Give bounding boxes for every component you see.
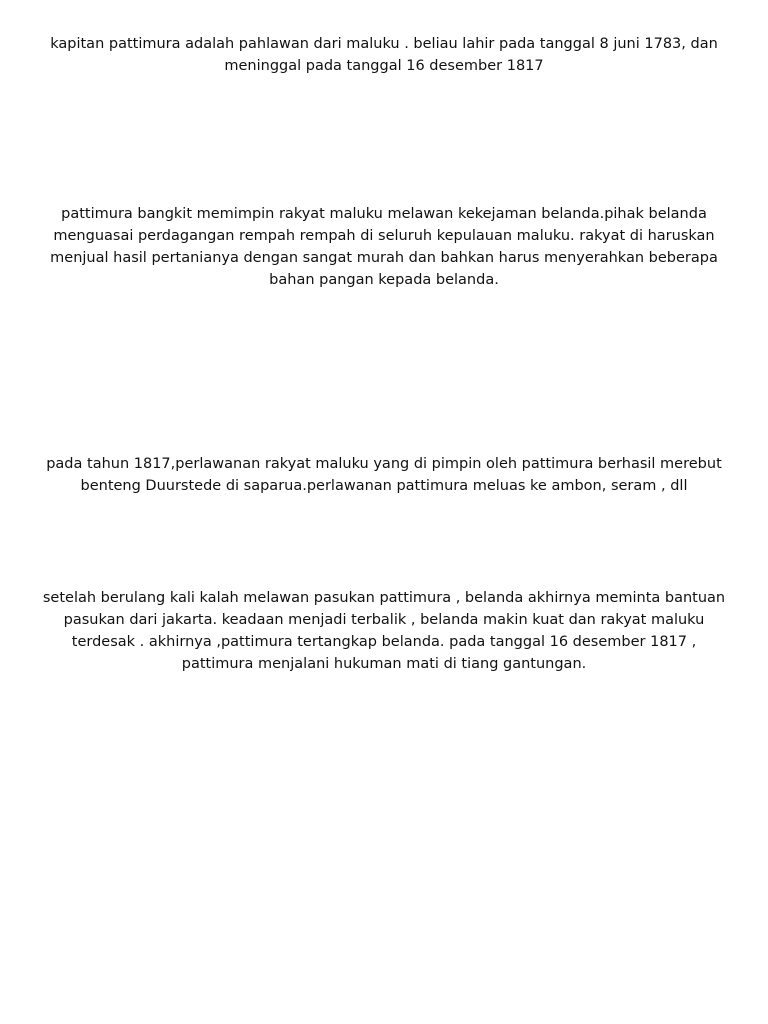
paragraph-intro: kapitan pattimura adalah pahlawan dari maluku . beliau lahir pada tanggal 8 juni 1783, dan meninggal pada tanggal 16 desember 1817 <box>50 36 718 74</box>
paragraph-fort-capture: pada tahun 1817,perlawanan rakyat maluku yang di pimpin oleh pattimura berhasil merebut benteng Duurstede di saparua.perlawanan pattimura meluas ke ambon, seram , dll <box>46 456 722 494</box>
paragraph-capture-execution: setelah berulang kali kalah melawan pasukan pattimura , belanda akhirnya meminta bantuan pasukan dari jakarta. keadaan menjadi terbalik , belanda makin kuat dan rakyat maluku terdesak . akhirnya ,pattimura tertangkap belanda. pada tanggal 16 desember 1817 , pattimura menjalani hukuman mati di tiang gantungan. <box>42 590 726 672</box>
paragraph-uprising: pattimura bangkit memimpin rakyat maluku melawan kekejaman belanda.pihak belanda menguasai perdagangan rempah rempah di seluruh kepulauan maluku. rakyat di haruskan menjual hasil pertanianya dengan sangat murah dan bahkan harus menyerahkan beberapa bahan pangan kepada belanda. <box>50 206 718 288</box>
